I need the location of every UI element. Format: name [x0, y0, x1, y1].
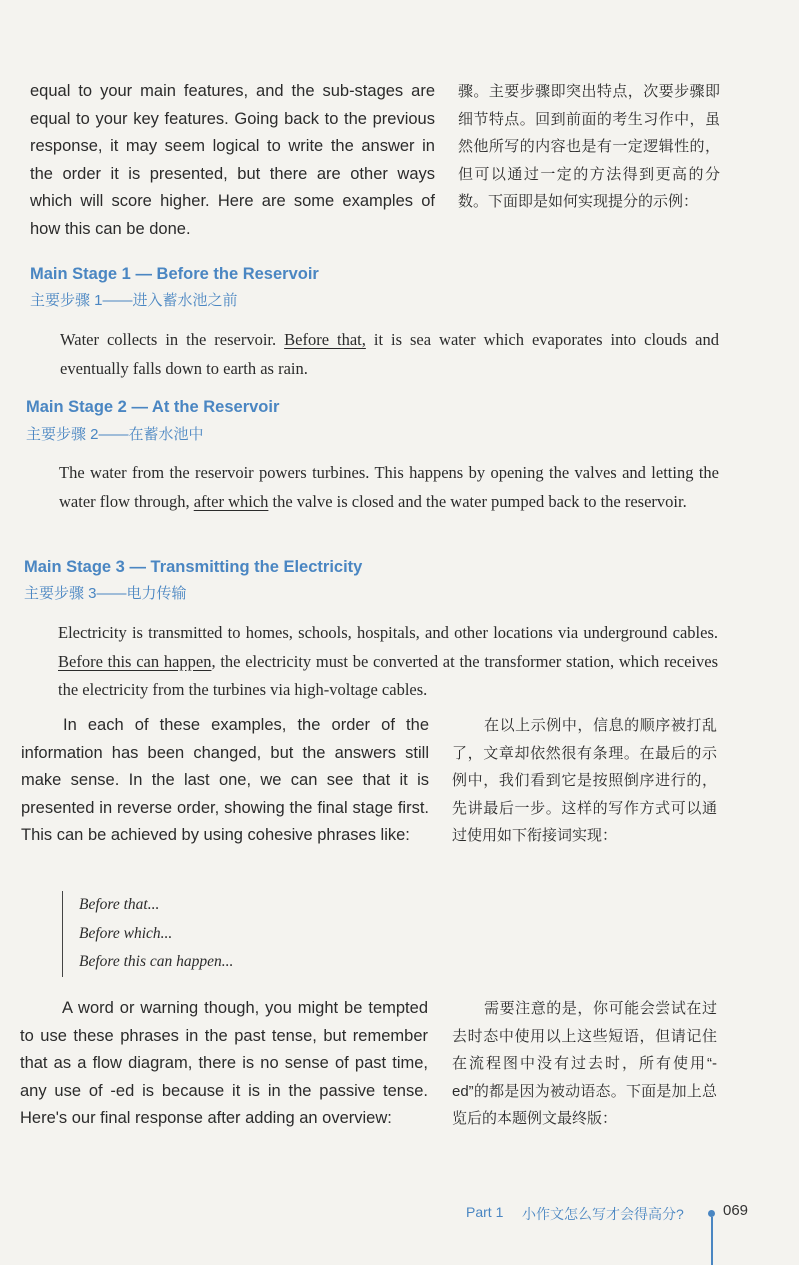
warning-english: A word or warning though, you might be tempted to use these phrases in the past tense, but remember that as a flow diagram, there is no sense of past time, any use of -ed is because it is in the passive tense. Here's our final response after adding an overview:	[20, 999, 428, 1127]
stage1-heading-zh: 主要步骤 1——进入蓄水池之前	[30, 292, 238, 309]
stage3-heading-zh: 主要步骤 3——电力传输	[24, 585, 187, 602]
footer-chapter-title: 小作文怎么写才会得高分?	[522, 1206, 684, 1222]
stage2-heading-zh: 主要步骤 2——在蓄水池中	[26, 426, 204, 443]
examples-chinese: 在以上示例中，信息的顺序被打乱了，文章却依然很有条理。在最后的示例中，我们看到它是按照倒序进行的，先讲最后一步。这样的写作方式可以通过使用如下衔接词实现：	[452, 717, 717, 844]
stage1-text: Water collects in the reservoir. Before that, it is sea water which evaporates into clouds and eventually falls down to earth as rain.	[60, 330, 720, 378]
examples-english: In each of these examples, the order of the information has been changed, but the answers still make sense. In the last one, we can see that it is presented in reverse order, showing the final stage first. This can be achieved by using cohesive phrases like:	[21, 716, 429, 844]
phrase-item: Before which...	[79, 924, 173, 942]
intro-english: equal to your main features, and the sub-stages are equal to your key features. Going back to the previous response, it may seem logical to write the answer in the order it is presented, but there are other ways which will score higher. Here are some examples of how this can be done.	[30, 82, 435, 238]
stage2-cohesive-phrase: after which	[193, 491, 269, 511]
page-number: 069	[723, 1202, 749, 1219]
stage1-cohesive-phrase: Before that,	[284, 330, 366, 349]
stage2-heading: Main Stage 2 — At the Reservoir	[26, 398, 280, 416]
phrase-item: Before that...	[79, 896, 160, 913]
footer-part-label: Part 1	[466, 1204, 504, 1220]
intro-chinese: 骤。主要步骤即突出特点，次要步骤即细节特点。回到前面的考生习作中，虽然他所写的内容也是有一定逻辑性的，但可以通过一定的方法得到更高的分数。下面即是如何实现提分的示例：	[458, 83, 720, 210]
footer-dot-icon	[708, 1210, 715, 1217]
stage3-heading: Main Stage 3 — Transmitting the Electricity	[24, 558, 363, 576]
footer-divider	[711, 1217, 713, 1265]
stage3-text: Electricity is transmitted to homes, schools, hospitals, and other locations via underground cables. Before this can happen, the electricity must be converted at the transformer station, which receives the electricity from the turbines via high-voltage cables.	[58, 623, 718, 699]
stage2-text: The water from the reservoir powers turbines. This happens by opening the valves and letting the water flow through, after which the valve is closed and the water pumped back to the reservoir.	[59, 463, 719, 511]
stage3-cohesive-phrase: Before this can happen	[58, 651, 212, 671]
phrase-item: Before this can happen...	[79, 953, 234, 970]
stage1-heading: Main Stage 1 — Before the Reservoir	[30, 265, 319, 283]
cohesive-phrases-list	[62, 891, 339, 977]
warning-chinese: 需要注意的是，你可能会尝试在过去时态中使用以上这些短语，但请记住在流程图中没有过去时，所有使用“-ed”的都是因为被动语态。下面是加上总览后的本题例文最终版：	[452, 1000, 717, 1127]
